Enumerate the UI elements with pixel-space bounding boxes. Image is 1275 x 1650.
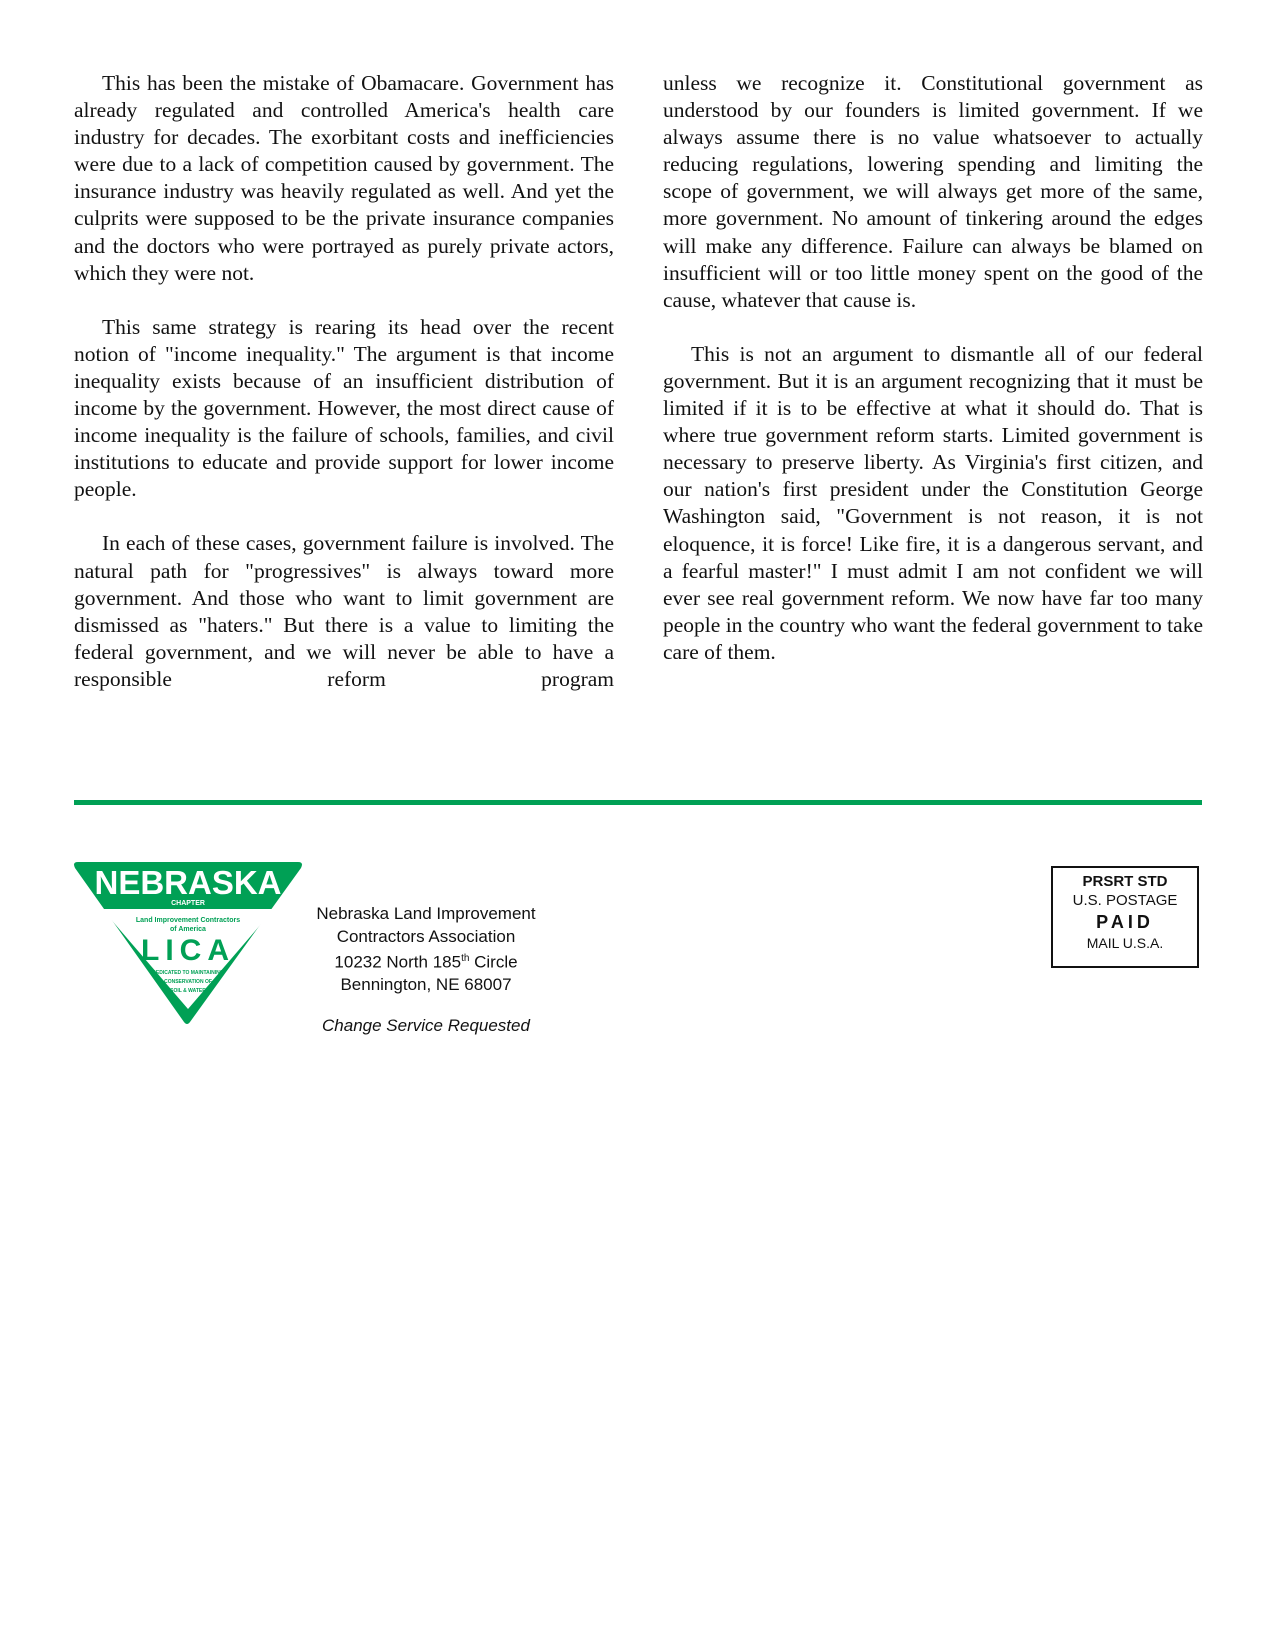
postage-mail: MAIL U.S.A. <box>1086 935 1164 951</box>
postage-class: PRSRT STD <box>1082 873 1168 890</box>
postage-us: U.S. POSTAGE <box>1072 892 1178 909</box>
logo-tagline3: SOIL & WATER <box>170 988 206 994</box>
logo-state: NEBRASKA <box>94 864 282 901</box>
return-address <box>296 903 556 997</box>
paragraph: unless we recognize it. Constitutional government as understood by our founders is limited government. If we always assume there is no value whatsoever to actually reducing regulations, lowering spending and limiting the scope of government, we will always get more of the same, more government. No amount of tinkering around the edges will make any difference. Failure can always be blamed on insufficient will or too little money spent on the good of the cause, whatever that cause is. <box>663 71 1203 312</box>
article-left-column <box>74 70 614 720</box>
logo-org-line1: Land Improvement Contractors <box>135 917 241 924</box>
paragraph: This has been the mistake of Obamacare. Government has already regulated and controlled America's health care industry for decades. The exorbitant costs and inefficiencies were due to a lack of competition caused by government. The insurance industry was heavily regulated as well. And yet the culprits were supposed to be the private insurance companies and the doctors who were portrayed as purely private actors, which they were not. <box>74 71 614 285</box>
logo-tagline1: DEDICATED TO MAINTAINING <box>152 970 224 976</box>
divider-rule <box>74 800 1202 805</box>
address-line <box>296 948 556 974</box>
article-right-column <box>663 70 1203 693</box>
logo-tagline2: CONSERVATION OF <box>164 979 212 985</box>
address-line: Nebraska Land Improvement <box>316 904 536 923</box>
paragraph: This same strategy is rearing its head over the recent notion of "income inequality." The argument is that income inequality exists because of an insufficient distribution of income by the government. However, the most direct cause of income inequality is the failure of schools, families, and civil institutions to educate and provide support for lower income people. <box>74 314 614 502</box>
logo-chapter: CHAPTER <box>171 900 205 907</box>
paragraph: This is not an argument to dismantle all of our federal government. But it is an argument recognizing that it must be limited if it is to be effective at what it should do. That is where true government reform starts. Limited government is necessary to preserve liberty. As Virginia's first citizen, and our nation's first president under the Constitution George Washington said, "Government is not reason, it is not eloquence, it is force! Like fire, it is a dangerous servant, and a fearful master!" I must admit I am not confident we will ever see real government reform. We now have far too many people in the country who want the federal government to take care of them. <box>663 341 1203 664</box>
street-number: 10232 North 185 <box>334 952 462 972</box>
address-line: Bennington, NE 68007 <box>340 975 512 995</box>
address-line: Contractors Association <box>336 926 516 946</box>
ordinal-suffix: th <box>461 953 470 964</box>
logo-acronym: LICA <box>141 934 235 967</box>
postage-paid: PAID <box>1096 912 1154 932</box>
paragraph: In each of these cases, government failure is involved. The natural path for "progressives" is always toward more government. And those who want to limit government are dismissed as "haters." But there is a value to limiting the federal government, and we will never be able to have a responsible reform program <box>74 531 614 691</box>
change-service-requested: Change Service Requested <box>322 1016 530 1035</box>
logo-org-line2: of America <box>170 926 206 933</box>
street-name: Circle <box>469 952 518 972</box>
nebraska-lica-logo <box>72 862 304 1027</box>
postage-indicia <box>1051 866 1199 968</box>
